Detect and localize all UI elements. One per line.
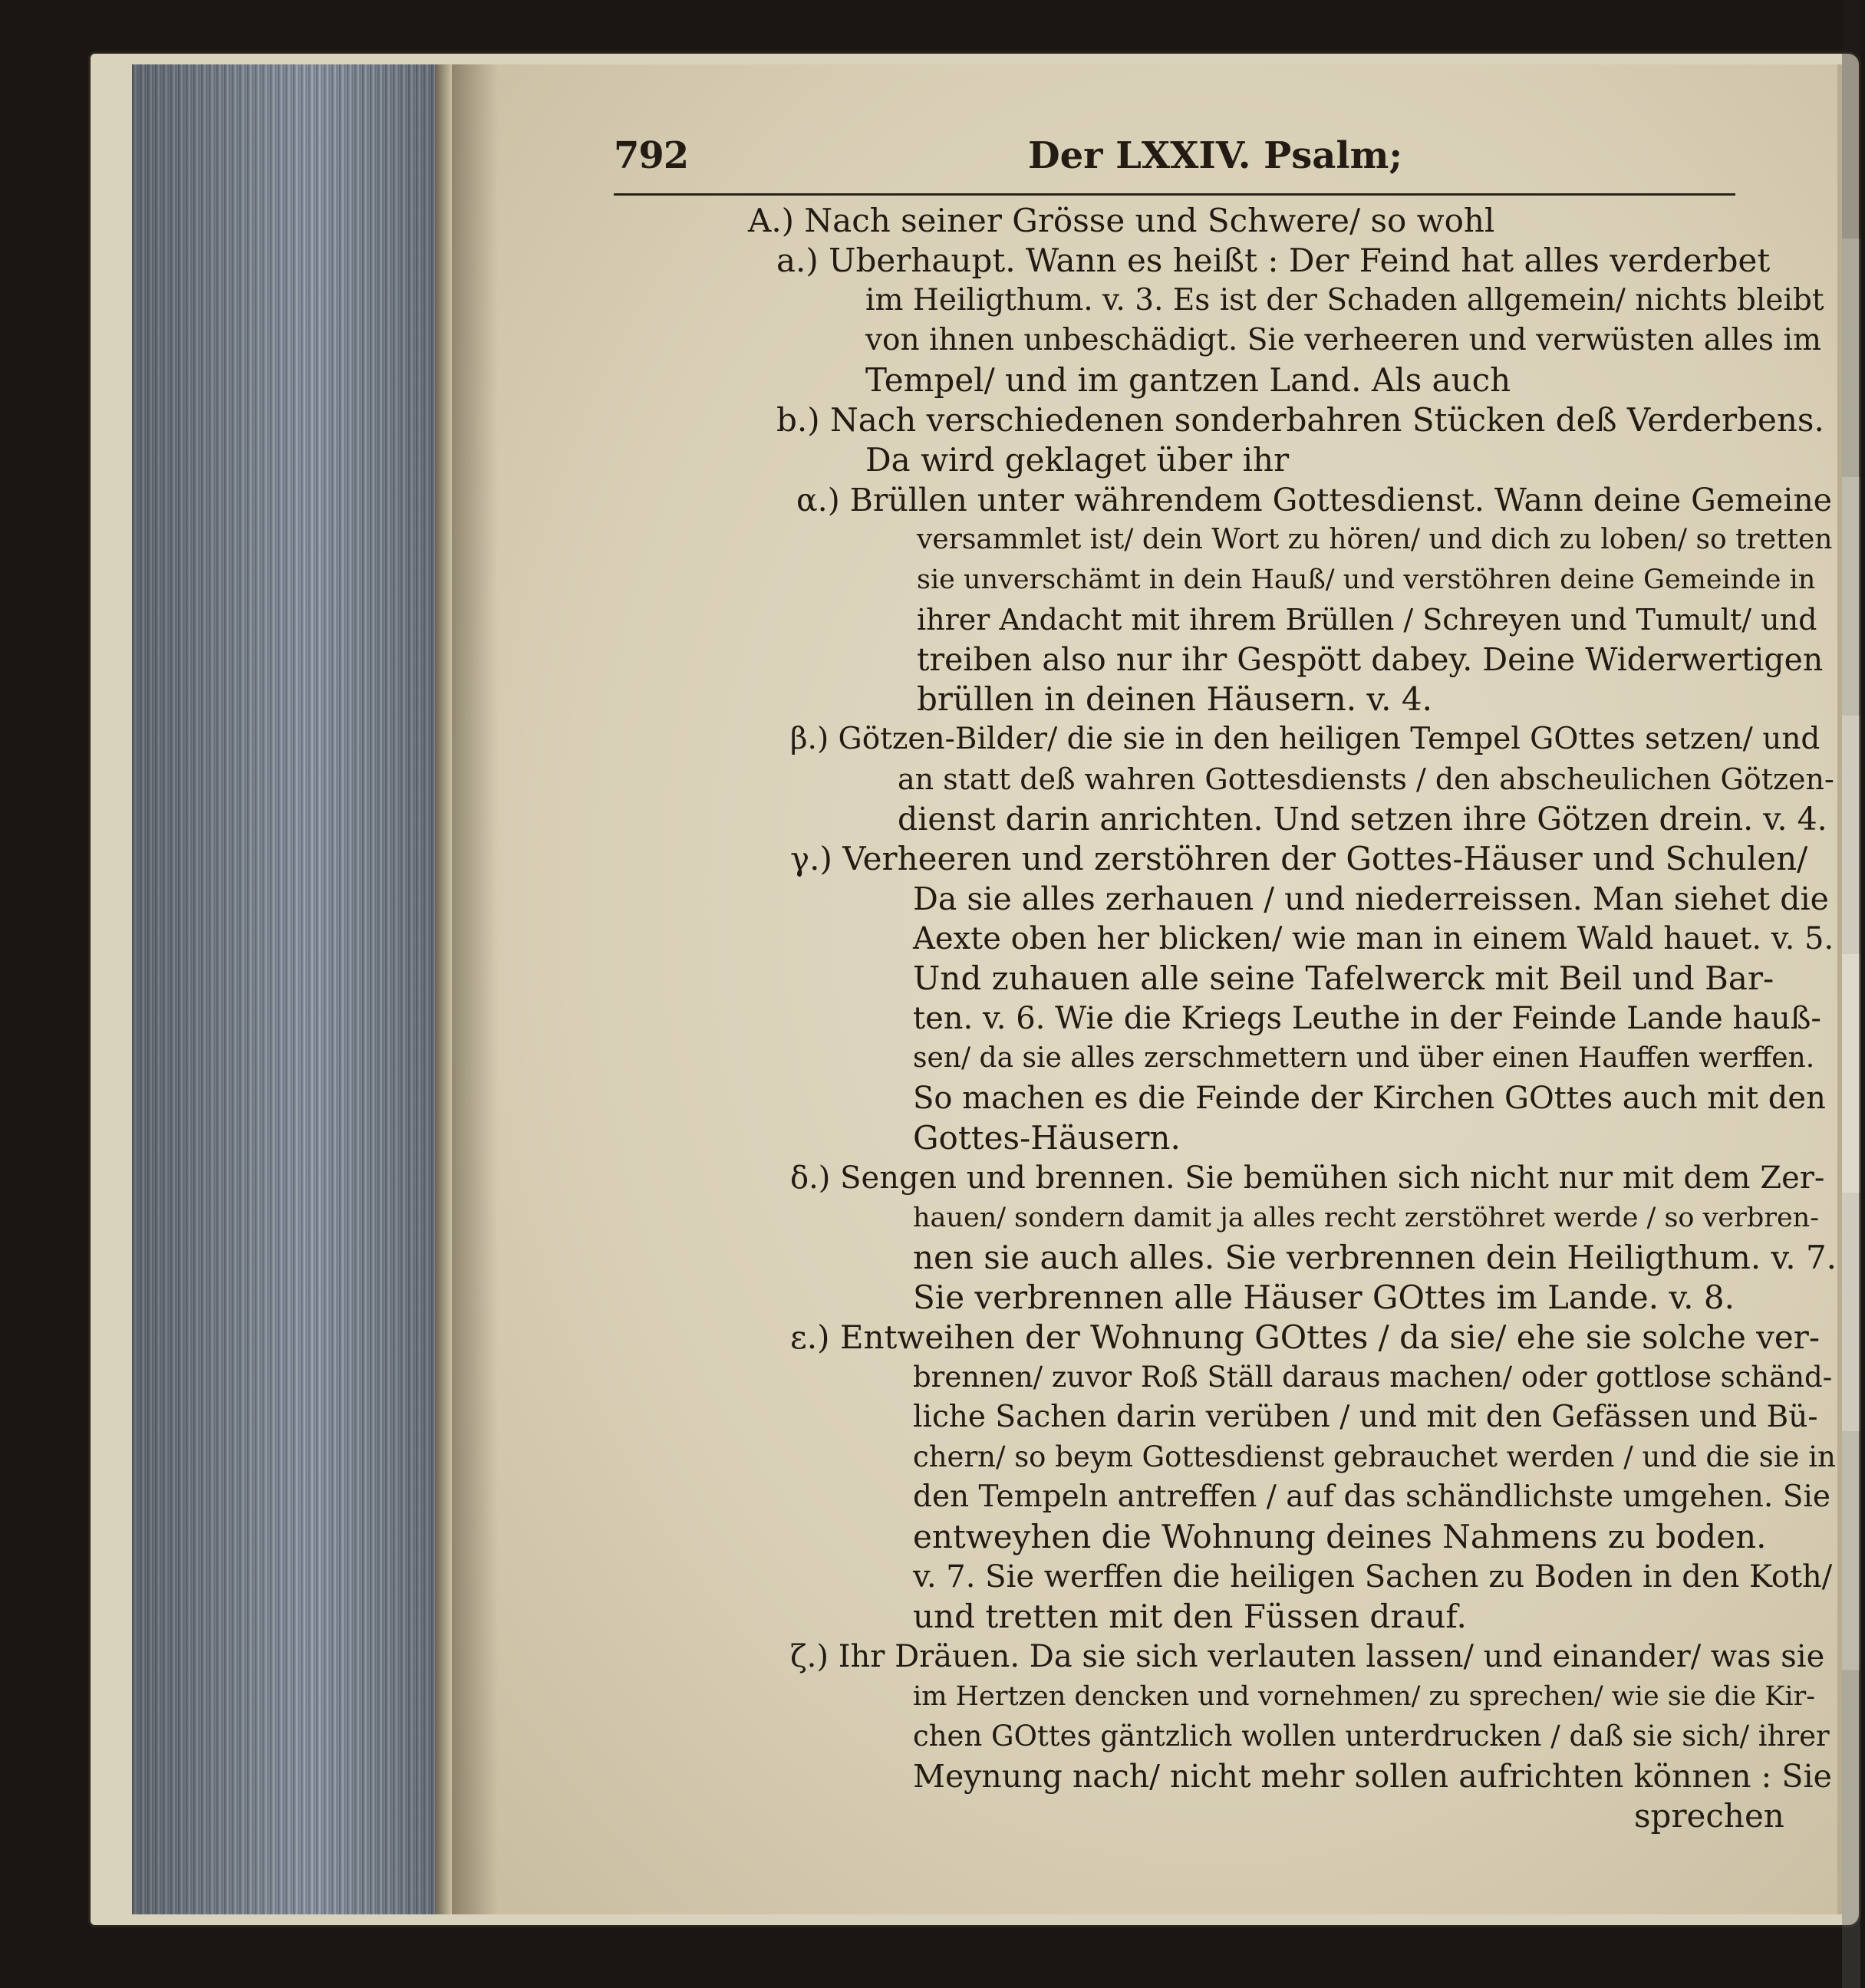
text-line: A.) Nach seiner Grösse und Schwere/ so wohl (748, 202, 1495, 239)
text-line: chern/ so beym Gottesdienst gebrauchet werden / und die sie in (913, 1440, 1836, 1473)
text-line: brüllen in deinen Häusern. v. 4. (917, 680, 1432, 718)
page-number: 792 (614, 134, 689, 177)
text-line: b.) Nach verschiedenen sonderbahren Stücken deß Verderbens. (776, 401, 1824, 439)
text-line: Da wird geklaget über ihr (865, 441, 1290, 479)
text-line: im Hertzen dencken und vornehmen/ zu sprechen/ wie sie die Kir- (913, 1681, 1816, 1712)
text-line: v. 7. Sie werffen die heiligen Sachen zu Boden in den Koth/ (913, 1559, 1833, 1595)
text-line: liche Sachen darin verüben / und mit den Gefässen und Bü- (913, 1400, 1818, 1434)
text-line: β.) Götzen-Bilder/ die sie in den heiligen Tempel GOttes setzen/ und (790, 722, 1821, 756)
text-line: ihrer Andacht mit ihrem Brüllen / Schreyen und Tumult/ und (917, 603, 1817, 637)
text-line: hauen/ sondern damit ja alles recht zerstöhret werde / so verbren- (913, 1203, 1820, 1233)
text-line: brennen/ zuvor Roß Ställ daraus machen/ oder gottlose schänd- (913, 1361, 1833, 1394)
page-shadow (452, 64, 498, 1914)
text-line: Da sie alles zerhauen / und niederreissen. Man siehet die (913, 880, 1829, 917)
text-line: an statt deß wahren Gottesdiensts / den abscheulichen Götzen- (898, 762, 1834, 796)
gutter (435, 64, 452, 1914)
text-line: versammlet ist/ dein Wort zu hören/ und dich zu loben/ so tretten (917, 524, 1833, 555)
running-head: Der LXXIV. Psalm; (1028, 134, 1403, 177)
text-line: So machen es die Feinde der Kirchen GOttes auch mit den (913, 1081, 1826, 1116)
text-line: γ.) Verheeren und zerstöhren der Gottes-Häuser und Schulen/ (790, 840, 1808, 877)
text-line: ten. v. 6. Wie die Kriegs Leuthe in der Feinde Lande hauß- (913, 1001, 1821, 1036)
text-line: a.) Uberhaupt. Wann es heißt : Der Feind hat alles verderbet (776, 242, 1771, 279)
text-line: α.) Brüllen unter währendem Gottesdienst. Wann deine Gemeine (796, 482, 1833, 518)
text-line: Meynung nach/ nicht mehr sollen aufrichten können : Sie (913, 1758, 1832, 1795)
edge-shading (132, 64, 435, 1914)
color-calibration-bar (1842, 0, 1860, 1988)
text-line: δ.) Sengen und brennen. Sie bemühen sich nicht nur mit dem Zer- (790, 1160, 1825, 1196)
text-line: sen/ da sie alles zerschmettern und über einen Hauffen werffen. (913, 1042, 1815, 1074)
text-line: Sie verbrennen alle Häuser GOttes im Lande. v. 8. (913, 1279, 1735, 1316)
page-header (614, 134, 1735, 180)
text-line: nen sie auch alles. Sie verbrennen dein Heiligthum. v. 7. (913, 1239, 1837, 1276)
text-line: im Heiligthum. v. 3. Es ist der Schaden allgemein/ nichts bleibt (865, 283, 1824, 318)
catchword: sprechen (1634, 1797, 1784, 1835)
text-line: dienst darin anrichten. Und setzen ihre Götzen drein. v. 4. (898, 801, 1827, 838)
text-line: Gottes-Häusern. (913, 1119, 1181, 1157)
text-line: ε.) Entweihen der Wohnung GOttes / da sie/ ehe sie solche ver- (790, 1318, 1821, 1356)
text-line: Aexte oben her blicken/ wie man in einem Wald hauet. v. 5. (913, 921, 1834, 956)
text-line: chen GOttes gäntzlich wollen unterdrucken / daß sie sich/ ihrer (913, 1720, 1830, 1753)
text-line: treiben also nur ihr Gespött dabey. Deine Widerwertigen (917, 641, 1824, 678)
text-line: ζ.) Ihr Dräuen. Da sie sich verlauten lassen/ und einander/ was sie (790, 1639, 1825, 1674)
header-rule (614, 193, 1735, 196)
text-line: von ihnen unbeschädigt. Sie verheeren und verwüsten alles im (865, 323, 1821, 357)
text-line: Und zuhauen alle seine Tafelwerck mit Beil und Bar- (913, 959, 1774, 997)
text-line: und tretten mit den Füssen drauf. (913, 1598, 1467, 1635)
text-line: sie unverschämt in dein Hauß/ und verstöhren deine Gemeinde in (917, 564, 1816, 595)
text-line: entweyhen die Wohnung deines Nahmens zu boden. (913, 1518, 1767, 1555)
text-line: Tempel/ und im gantzen Land. Als auch (865, 361, 1511, 399)
text-line: den Tempeln antreffen / auf das schändlichste umgehen. Sie (913, 1479, 1830, 1514)
